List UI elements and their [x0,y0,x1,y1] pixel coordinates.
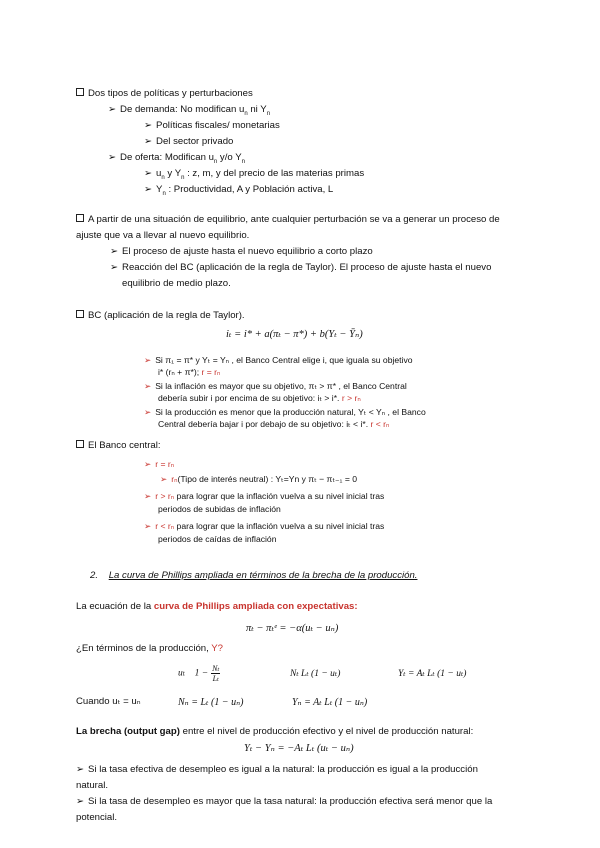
demand-item: ➢ De demanda: No modifican $u_n$ ni $Y_n$ [108,104,271,117]
fraction-n-over-l: $\frac{\text{Nₜ}}{\text{Lₜ}}$ [212,664,220,683]
paragraph-adjustment: A partir de una situación de equilibrio, ante cualquier perturbación se va a generar un proceso de [76,214,500,226]
when-natural: Cuando uₜ = uₙ [76,696,141,707]
arrow-bullet-icon: ➢ [76,796,85,807]
section-title: 2. La curva de Phillips ampliada en términos de la brecha de la producción. [90,570,418,581]
adjustment-item-cont: equilibrio de medio plazo. [122,278,231,289]
central-bank-item: ➢ r < rₙ para lograr que la inflación vuelva a su nivel inicial tras [144,521,385,531]
output-gap-intro: La brecha (output gap) entre el nivel de producción efectivo y el nivel de producción natural: [76,726,474,737]
supply-subitem: ➢ $u_n$ y $Y_n$ : z, m, y del precio de las materias primas [144,168,365,181]
taylor-bullet: ➢ Si la inflación es mayor que su objetivo, πₜ > π* , el Banco Central [144,381,407,391]
paragraph-adjustment-cont: ajuste que va a llevar al nuevo equilibrio. [76,230,250,241]
production-equation: Yₜ = Aₜ Lₜ (1 − uₜ) [398,669,467,679]
adjustment-item: ➢ El proceso de ajuste hasta el nuevo equilibrio a corto plazo [110,246,373,257]
taylor-bullet: ➢ Si π₁ = π* y Yₜ = Yₙ , el Banco Central elige i, que iguala su objetivo [144,355,413,365]
checkbox-bullet-icon [76,88,84,96]
adjustment-item: ➢ Reacción del BC (aplicación de la regla de Taylor). El proceso de ajuste hasta el nuevo [110,262,492,273]
conclusion-item: ➢ Si la tasa efectiva de desempleo es igual a la natural: la producción es igual a la producción [76,764,478,775]
output-question: ¿En términos de la producción, Y? [76,643,224,654]
conclusion-item-cont: natural. [76,780,108,791]
conclusion-item-cont: potencial. [76,812,118,823]
demand-subitem: ➢ Del sector privado [144,136,234,147]
arrow-bullet-icon: ➢ [144,459,152,469]
bullet-heading-taylor: BC (aplicación de la regla de Taylor). [76,310,245,322]
arrow-bullet-icon: ➢ [144,355,152,365]
arrow-bullet-icon: ➢ [108,104,117,115]
arrow-bullet-icon: ➢ [144,136,153,147]
unemployment-equation: uₜ 1 − $\frac{\text{Nₜ}}{\text{Lₜ}}$ [178,664,220,683]
arrow-bullet-icon: ➢ [160,474,168,484]
supply-subitem: ➢ $Y_n$ : Productividad, A y Población activa, L [144,184,334,197]
taylor-bullet-cont: Central debería bajar i por debajo de su objetivo: iₜ < i*. r < rₙ [158,419,390,429]
central-bank-item: ➢ r > rₙ para lograr que la inflación vuelva a su nivel inicial tras [144,491,385,501]
central-bank-subitem: ➢ rₙ(Tipo de interés neutral) : Yₜ=Yn y πₜ − πₜ₋₁ = 0 [160,474,358,484]
arrow-bullet-icon: ➢ [110,262,119,273]
natural-employment-equation: Nₙ = Lₜ (1 − uₙ) [178,697,244,708]
taylor-bullet: ➢ Si la producción es menor que la producción natural, Yₜ < Yₙ , el Banco [144,407,426,417]
taylor-rule-equation: iₜ = i* + a(πₜ − π*) + b(Yₜ − Ȳₙ) [226,329,363,340]
arrow-bullet-icon: ➢ [144,491,152,501]
arrow-bullet-icon: ➢ [144,120,153,131]
bullet-heading-central-bank: El Banco central: [76,440,161,452]
checkbox-bullet-icon [76,440,84,448]
taylor-bullet-cont: i* (rₙ + π*); r = rₙ [158,367,221,377]
phillips-equation: πₜ − πₜᵉ = −α(uₜ − uₙ) [246,623,339,634]
phillips-intro: La ecuación de la curva de Phillips ampliada con expectativas: [76,601,358,612]
arrow-bullet-icon: ➢ [144,407,152,417]
central-bank-item: ➢ r = rₙ [144,459,175,469]
natural-output-equation: Yₙ = Aₜ Lₜ (1 − uₙ) [292,697,368,708]
arrow-bullet-icon: ➢ [76,764,85,775]
employment-equation: Nₜ Lₜ (1 − uₜ) [290,669,341,679]
arrow-bullet-icon: ➢ [144,521,152,531]
arrow-bullet-icon: ➢ [144,168,153,179]
checkbox-bullet-icon [76,310,84,318]
central-bank-item-cont: periodos de caídas de inflación [158,534,277,544]
checkbox-bullet-icon [76,214,84,222]
arrow-bullet-icon: ➢ [108,152,117,163]
bullet-heading-policies: Dos tipos de políticas y perturbaciones [76,88,253,100]
supply-item: ➢ De oferta: Modifican $u_n$ y/o $Y_n$ [108,152,245,165]
arrow-bullet-icon: ➢ [144,381,152,391]
central-bank-item-cont: periodos de subidas de inflación [158,504,281,514]
output-gap-equation: Yₜ − Yₙ = −Aₜ Lₜ (uₜ − uₙ) [244,743,354,754]
conclusion-item: ➢ Si la tasa de desempleo es mayor que la tasa natural: la producción efectiva será menor que la [76,796,493,807]
arrow-bullet-icon: ➢ [144,184,153,195]
demand-subitem: ➢ Políticas fiscales/ monetarias [144,120,280,131]
arrow-bullet-icon: ➢ [110,246,119,257]
taylor-bullet-cont: debería subir i por encima de su objetivo: iₜ > i*. r > rₙ [158,393,361,403]
